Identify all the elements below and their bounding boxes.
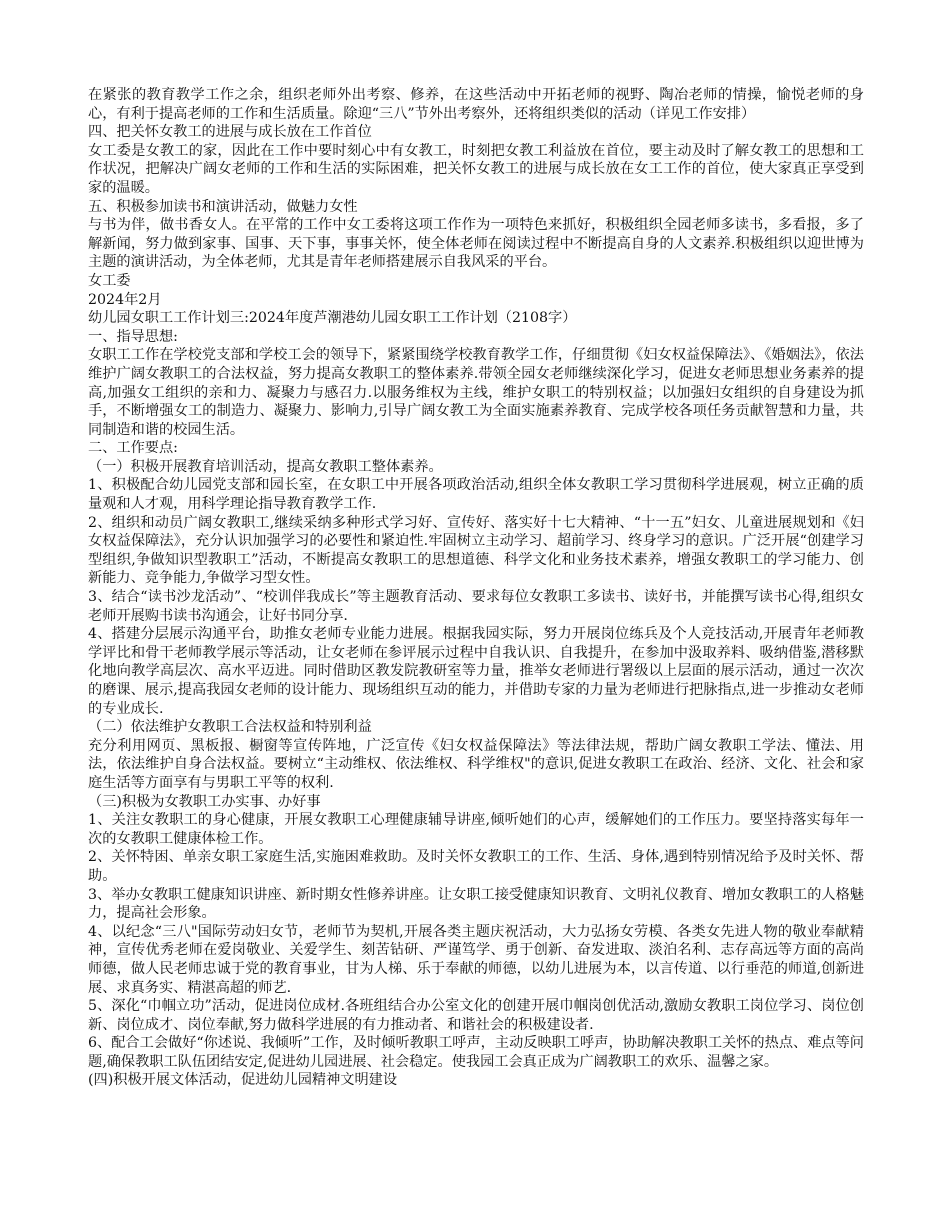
subheading-practical-matters: （三)积极为女教职工办实事、办好事 bbox=[88, 793, 321, 810]
subheading-training: （一）积极开展教育培训活动，提高女教职工整体素养。 bbox=[88, 458, 443, 475]
paragraph-guiding-ideology: 女职工工作在学校党支部和学校工会的领导下，紧紧围绕学校教育教学工作，仔细贯彻《妇女权益保障法》、《婚姻法》，依法维护广阔女教职工的合法权益，努力提高女教职工的整体素养.带领全园女老师继续深化学习，促进女老师思想业务素养的提高,加强女工组织的亲和力、凝聚力与感召力.以服务维权为主线，维护女职工的特别权益；以加强妇女组织的自身建设为抓手，不断增强女工的制造力、凝聚力、影响力,引导广阔女教工为全面实施素养教育、完成学校各项任务贡献智慧和力量，共同制造和谐的校园生活。 bbox=[88, 347, 864, 438]
document-body bbox=[88, 86, 864, 1090]
paragraph-reading-activities: 与书为伴，做书香女人。在平常的工作中女工委将这项工作作为一项特色来抓好，积极组织全园老师多读书，多看报，多了解新闻，努力做到家事、国事、天下事，事事关怀，使全体老师在阅读过程中不断提高自身的人文素养.积极组织以迎世博为主题的演讲活动，为全体老师，尤其是青年老师搭建展示自我风采的平台。 bbox=[88, 217, 864, 271]
signature-committee: 女工委 bbox=[88, 272, 131, 289]
plan-three-title: 幼儿园女职工工作计划三:2024年度芦潮港幼儿园女职工工作计划（2108字） bbox=[88, 310, 577, 327]
list-item-training-4: 4、搭建分层展示沟通平台，助推女老师专业能力进展。根据我园实际，努力开展岗位练兵及个人竞技活动,开展青年老师教学评比和骨干老师教学展示等活动，让女老师在参评展示过程中自我认识、自我提升，在参加中汲取养料、吸纳借鉴,潜移默化地向教学高层次、高水平迈进。同时借助区教发院教研室等力量，推举女老师进行署级以上层面的展示活动，通过一次次的磨课、展示,提高我园女老师的设计能力、现场组织互动的能力，并借助专家的力量为老师进行把脉指点,进一步推动女老师的专业成长. bbox=[88, 626, 864, 717]
subheading-cultural-activities: (四)积极开展文体活动，促进幼儿园精神文明建设 bbox=[88, 1072, 398, 1089]
paragraph-rights: 充分利用网页、黑板报、橱窗等宣传阵地，广泛宣传《妇女权益保障法》等法律法规，帮助广阔女教职工学法、懂法、用法，依法维护自身合法权益。要树立“主动维权、依法维权、科学维权"的意识,促进女教职工在政治、经济、文化、社会和家庭生活等方面享有与男职工平等的权利. bbox=[88, 737, 864, 791]
heading-work-points: 二、工作要点: bbox=[88, 440, 178, 457]
list-item-practical-5: 5、深化“巾帼立功”活动，促进岗位成材.各班组结合办公室文化的创建开展巾帼岗创优活动,激励女教职工岗位学习、岗位创新、岗位成才、岗位奉献,努力做科学进展的有力推动者、和谐社会的积极建设者. bbox=[88, 998, 864, 1033]
list-item-training-1: 1、积极配合幼儿园党支部和园长室，在女职工中开展各项政治活动,组织全体女教职工学习贯彻科学进展观，树立正确的质量观和人才观，用科学理论指导教育教学工作. bbox=[88, 477, 864, 513]
heading-section-4: 四、把关怀女教工的进展与成长放在工作首位 bbox=[88, 124, 372, 141]
paragraph-outing-activities: 在紧张的教育教学工作之余，组织老师外出考察、修养，在这些活动中开拓老师的视野、陶冶老师的情操，愉悦老师的身心，有利于提高老师的工作和生活质量。除迎“三八”节外出考察外，还将组织类似的活动（详见工作安排） bbox=[88, 87, 864, 122]
list-item-practical-1: 1、关注女教职工的身心健康，开展女教职工心理健康辅导讲座,倾听她们的心声，缓解她们的工作压力。要坚持落实每年一次的女教职工健康体检工作。 bbox=[88, 812, 864, 847]
heading-guiding-ideology: 一、指导思想: bbox=[88, 328, 178, 345]
list-item-practical-3: 3、举办女教职工健康知识讲座、新时期女性修养讲座。让女职工接受健康知识教育、文明礼仪教育、增加女教职工的人格魅力，提高社会形象。 bbox=[88, 886, 864, 922]
list-item-practical-2: 2、关怀特困、单亲女职工家庭生活,实施困难救助。及时关怀女教职工的工作、生活、身体,遇到特别情况给予及时关怀、帮助。 bbox=[88, 849, 864, 884]
paragraph-caring-female-staff: 女工委是女教工的家，因此在工作中要时刻心中有女教工，时刻把女教工利益放在首位，要主动及时了解女教工的思想和工作状况，把解决广阔女老师的工作和生活的实际困难，把关怀女教工的进展与成长放在女工工作的首位，使大家真正享受到家的温暖。 bbox=[88, 142, 864, 196]
list-item-training-3: 3、结合“读书沙龙活动”、“校训伴我成长”等主题教育活动、要求每位女教职工多读书、读好书，并能撰写读书心得,组织女老师开展购书读书沟通会，让好书同分享. bbox=[88, 589, 864, 624]
list-item-practical-4: 4、以纪念“三八"国际劳动妇女节，老师节为契机,开展各类主题庆祝活动，大力弘扬女劳模、各类女先进人物的敬业奉献精神，宣传优秀老师在爱岗敬业、关爱学生、刻苦钻研、严谨笃学、勇于创新、奋发进取、淡泊名利、志存高远等方面的高尚师德，做人民老师忠诚于党的教育事业，甘为人梯、乐于奉献的师德，以幼儿进展为本，以言传道、以行垂范的师道,创新进展、求真务实、精湛高超的师艺. bbox=[88, 923, 864, 996]
heading-section-5: 五、积极参加读书和演讲活动，做魅力女性 bbox=[88, 198, 358, 215]
subheading-rights: （二）依法维护女教职工合法权益和特别利益 bbox=[88, 719, 372, 736]
list-item-practical-6: 6、配合工会做好“你述说、我倾听”工作，及时倾听教职工呼声，主动反映职工呼声，协助解决教职工关怀的热点、难点等问题,确保教职工队伍团结安定,促进幼儿园进展、社会稳定。使我园工会真正成为广阔教职工的欢乐、温馨之家。 bbox=[88, 1035, 864, 1070]
list-item-training-2: 2、组织和动员广阔女教职工,继续采纳多种形式学习好、宣传好、落实好十七大精神、“十一五”妇女、儿童进展规划和《妇女权益保障法》，充分认识加强学习的必要性和紧迫性.牢固树立主动学习、超前学习、终身学习的意识。广泛开展“创建学习型组织,争做知识型教职工”活动，不断提高女教职工的思想道德、科学文化和业务技术素养，增强女教职工的学习能力、创新能力、竞争能力,争做学习型女性。 bbox=[88, 514, 864, 587]
signature-date: 2024年2月 bbox=[88, 291, 162, 308]
